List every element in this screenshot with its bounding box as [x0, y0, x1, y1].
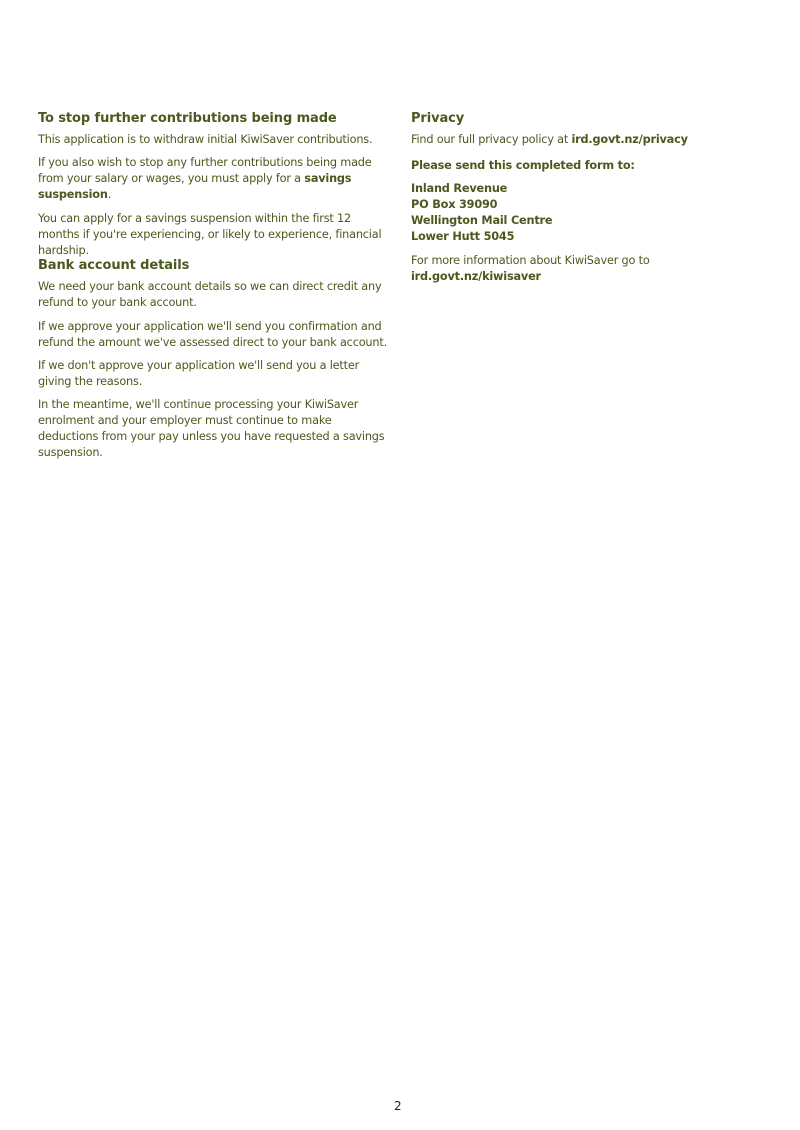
stop-paragraph-1: This application is to withdraw initial KiwiSaver contributions. — [38, 133, 373, 146]
text: Find our full privacy policy at — [411, 133, 572, 146]
bank-paragraph-2: If we approve your application we'll send you confirmation and refund the amount we've assessed direct to your bank account. — [38, 320, 387, 349]
address-line: PO Box 39090 — [411, 198, 498, 211]
text: If you also wish to stop any further contributions being made from your salary or wages, you must apply for a — [38, 156, 372, 185]
text: . — [107, 188, 112, 201]
privacy-heading: Privacy — [411, 111, 465, 126]
savings-suspension-term: savings suspension — [38, 172, 352, 201]
privacy-text — [411, 132, 741, 148]
bank-details-heading: Bank account details — [38, 258, 190, 273]
bank-paragraph-4: In the meantime, we'll continue processing your KiwiSaver enrolment and your employer must continue to make deductions from your pay unless you have requested a savings suspension. — [38, 398, 385, 459]
kiwisaver-link[interactable]: ird.govt.nz/kiwisaver — [411, 270, 541, 283]
bank-paragraph-1: We need your bank account details so we can direct credit any refund to your bank account. — [38, 280, 382, 309]
stop-contributions-heading: To stop further contributions being made — [38, 111, 337, 126]
stop-paragraph-2 — [38, 155, 388, 203]
more-info — [411, 253, 741, 285]
address-line: Lower Hutt 5045 — [411, 230, 515, 243]
page-number: 2 — [394, 1099, 402, 1113]
address-line: Wellington Mail Centre — [411, 214, 553, 227]
bank-paragraph-3: If we don't approve your application we'll send you a letter giving the reasons. — [38, 359, 360, 388]
address-line: Inland Revenue — [411, 182, 508, 195]
postal-address — [411, 181, 741, 245]
privacy-link[interactable]: ird.govt.nz/privacy — [571, 133, 688, 146]
stop-paragraph-3: You can apply for a savings suspension within the first 12 months if you're experiencing, or likely to experience, financial hardship. — [38, 212, 382, 257]
send-form-heading: Please send this completed form to: — [411, 159, 635, 172]
more-info-text: For more information about KiwiSaver go to — [411, 254, 650, 267]
